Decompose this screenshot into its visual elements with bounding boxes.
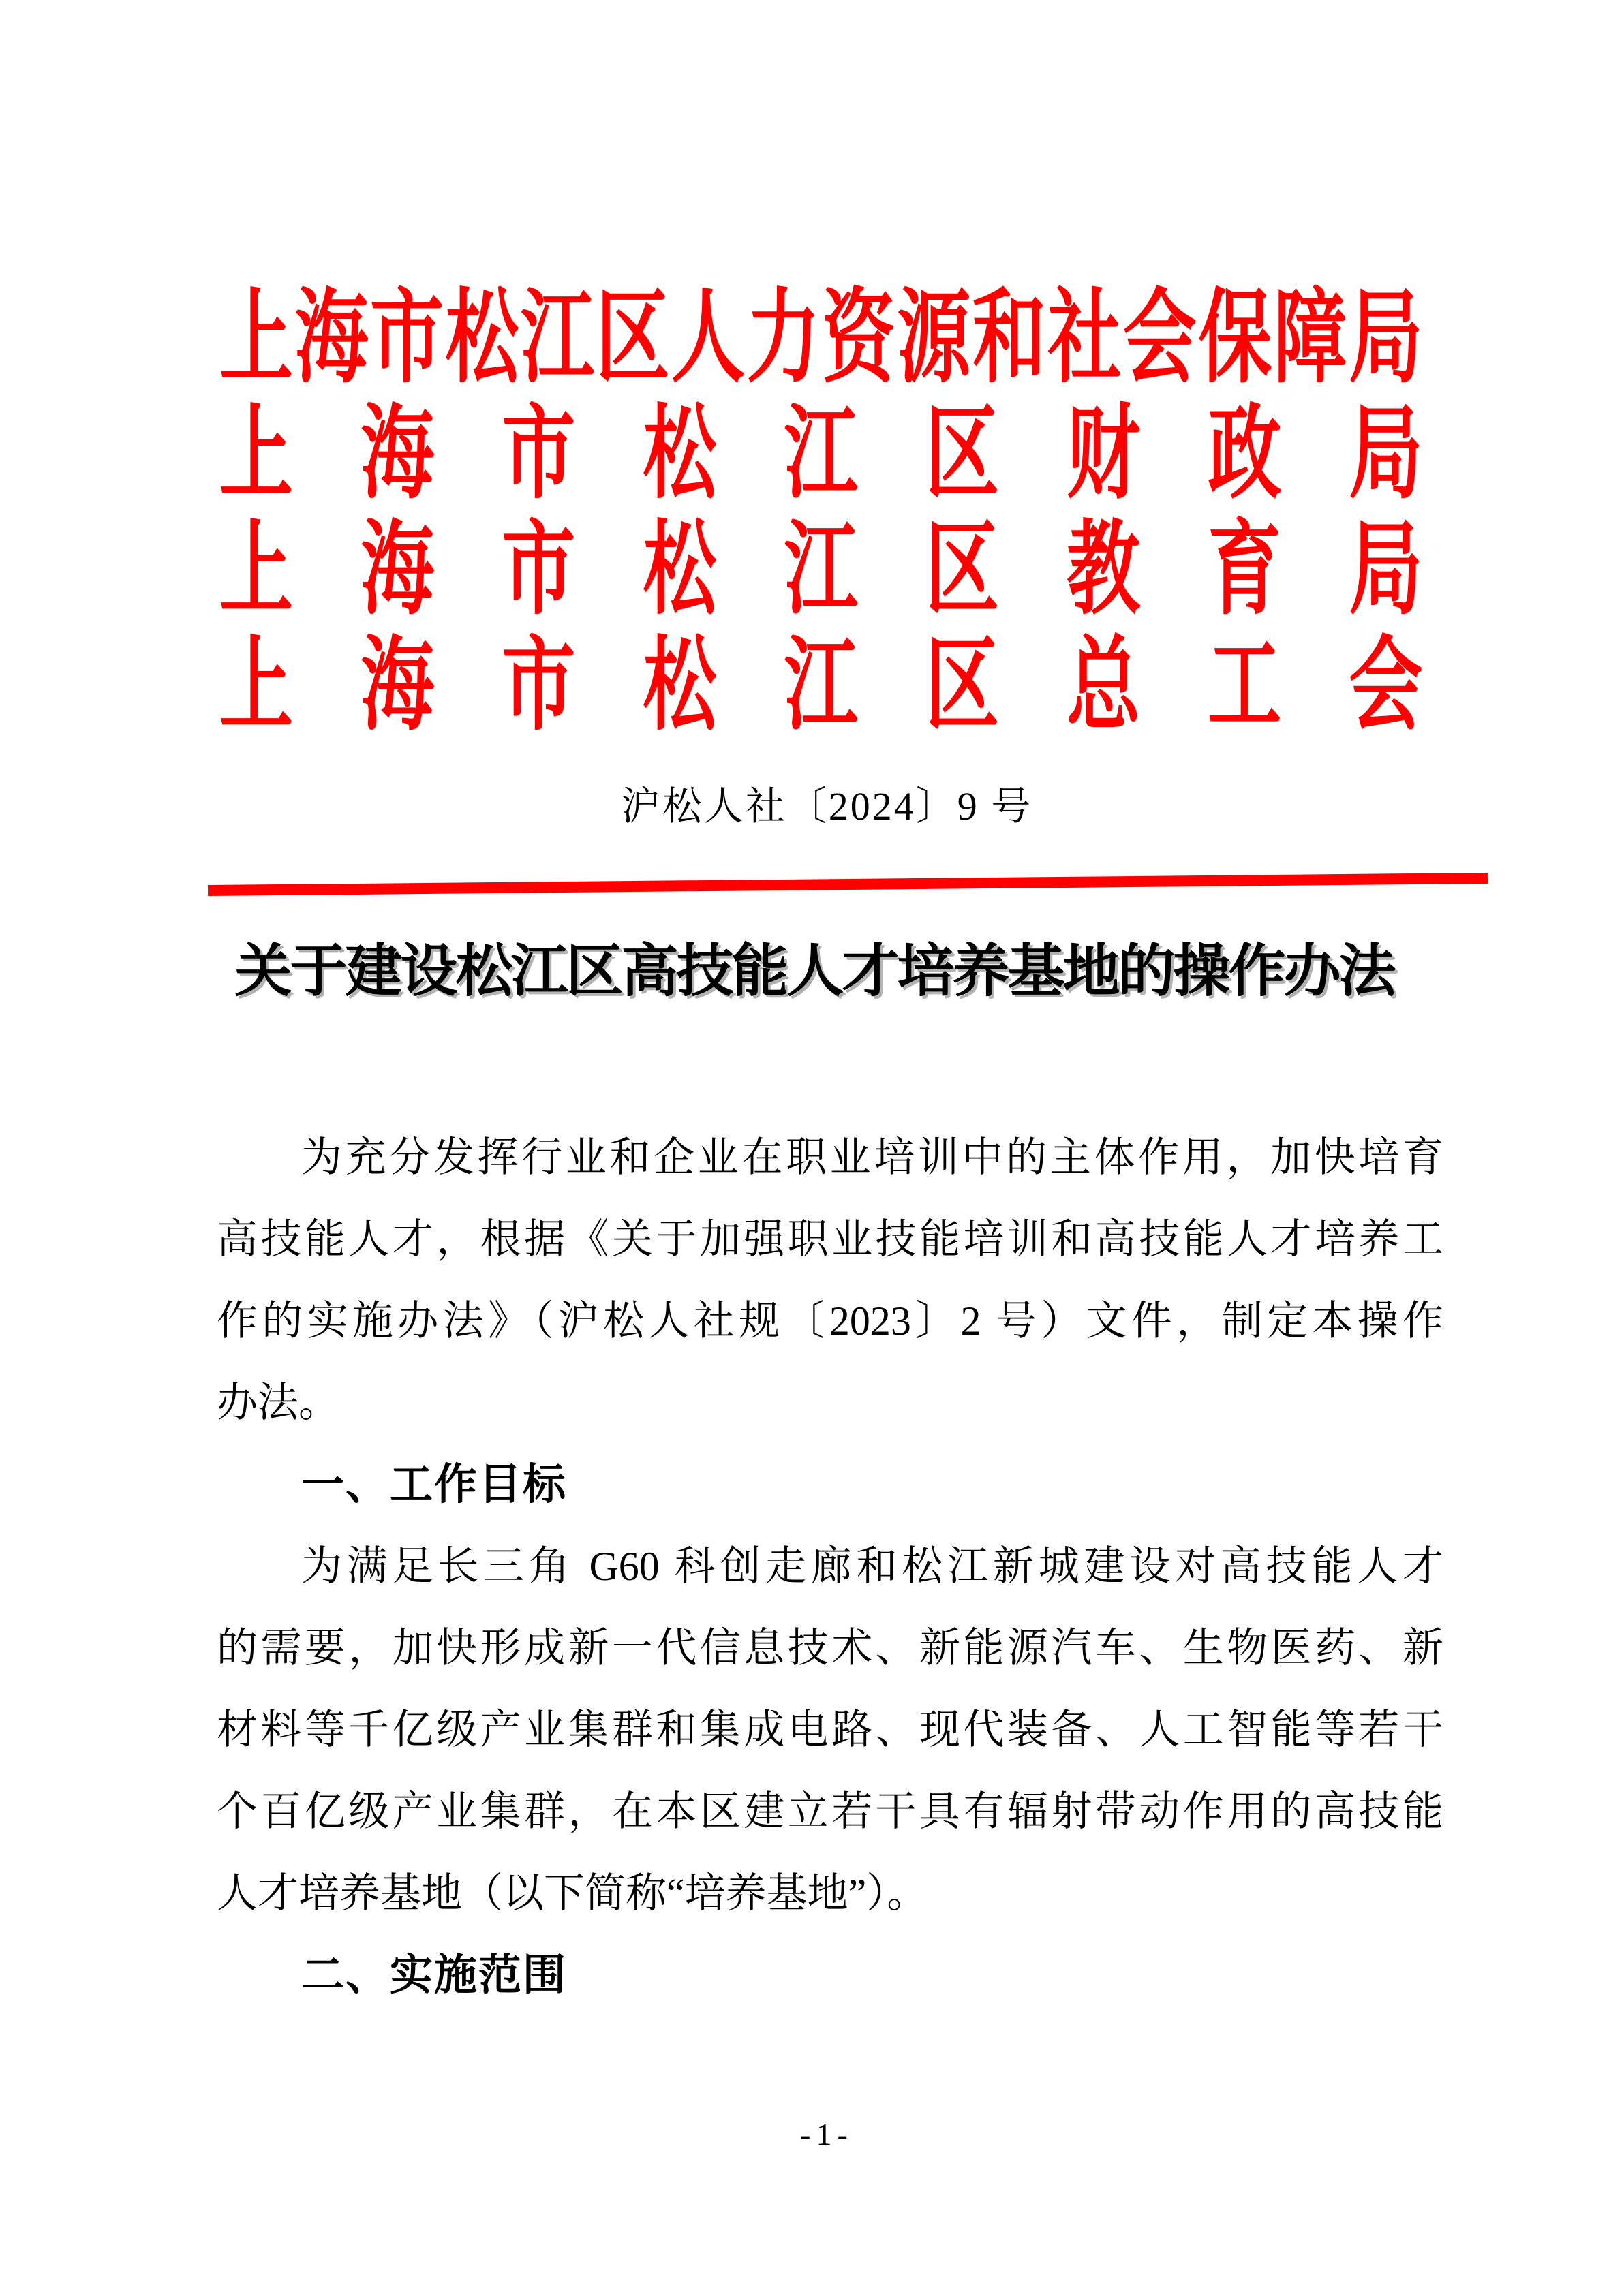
body-line: 为满足长三角 G60 科创走廊和松江新城建设对高技能人才 [301,1544,1443,1589]
agency-name: 上海市松江区财政局 [219,398,1423,511]
document-body [217,1117,1443,2016]
agency-name: 上海市松江区人力资源和社会保障局 [219,282,1423,395]
body-line: 高技能人才，根据《关于加强职业技能培训和高技能人才培养工 [217,1217,1443,1262]
section-heading: 一、工作目标 [301,1461,567,1508]
body-line: 为充分发挥行业和企业在职业培训中的主体作用，加快培育 [301,1135,1443,1180]
body-line: 人才培养基地（以下简称“培养基地”）。 [217,1871,928,1916]
document-title: 关于建设松江区高技能人才培养基地的操作办法 [234,940,1394,1004]
page-number: -1- [800,2117,853,2152]
document-number: 沪松人社〔2024〕9 号 [620,784,1033,828]
agency-name: 上海市松江区教育局 [219,514,1423,627]
body-line: 个百亿级产业集群，在本区建立若干具有辐射带动作用的高技能 [217,1789,1443,1834]
body-line: 办法。 [217,1380,339,1425]
red-divider-line [208,873,1488,896]
body-line: 的需要，加快形成新一代信息技术、新能源汽车、生物医药、新 [217,1626,1443,1671]
section-heading: 二、实施范围 [301,1951,567,1999]
letterhead-agencies [219,281,1422,744]
body-line: 作的实施办法》（沪松人社规〔2023〕2 号）文件，制定本操作 [217,1299,1443,1344]
body-line: 材料等千亿级产业集群和集成电路、现代装备、人工智能等若干 [217,1707,1443,1752]
agency-name: 上海市松江区总工会 [219,630,1423,743]
